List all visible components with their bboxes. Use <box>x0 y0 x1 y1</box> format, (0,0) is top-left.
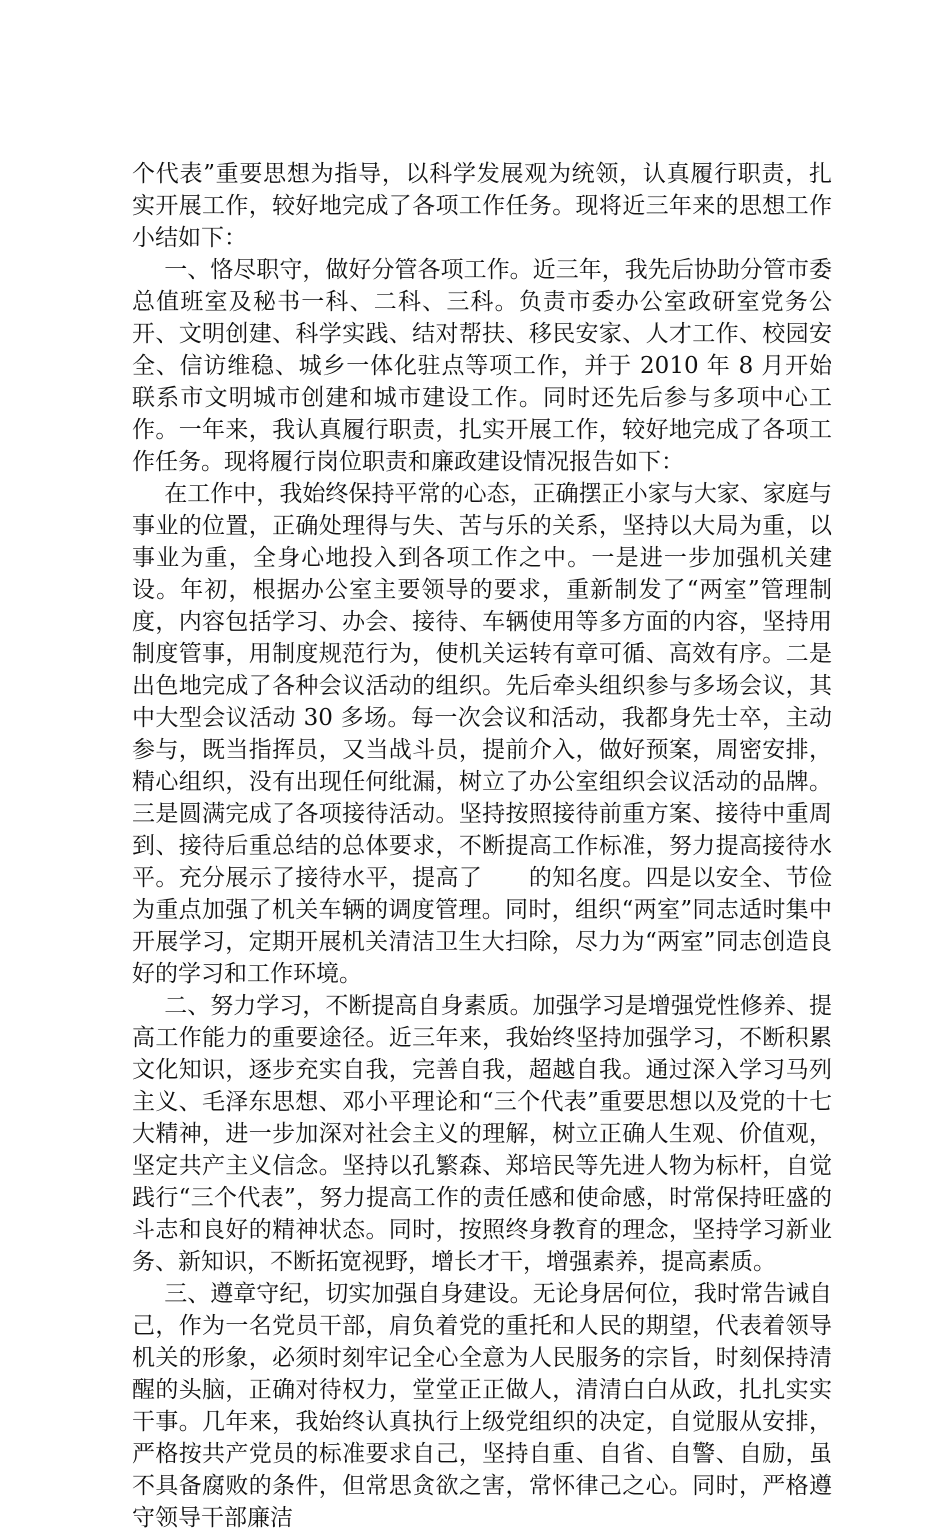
paragraph-section-one: 一、恪尽职守，做好分管各项工作。近三年，我先后协助分管市委总值班室及秘书一科、二科、三科。负责市委办公室政研室党务公开、文明创建、科学实践、结对帮扶、移民安家、人才工作、校园安全、信访维稳、城乡一体化驻点等项工作，并于 2010 年 8 月开始联系市文明城市创建和城市建设工作。同时还先后参与多项中心工作。一年来，我认真履行职责，扎实开展工作，较好地完成了各项工作任务。现将履行岗位职责和廉政建设情况报告如下： <box>132 257 832 475</box>
paragraph-section-three: 三、遵章守纪，切实加强自身建设。无论身居何位，我时常告诫自己，作为一名党员干部，肩负着党的重托和人民的期望，代表着领导机关的形象，必须时刻牢记全心全意为人民服务的宗旨，时刻保持清醒的头脑，正确对待权力，堂堂正正做人，清清白白从政，扎扎实实干事。几年来，我始终认真执行上级党组织的决定，自觉服从安排，严格按共产党员的标准要求自己，坚持自重、自省、自警、自励，虽不具备腐败的条件，但常思贪欲之害，常怀律己之心。同时，严格遵守领导干部廉洁 <box>132 1281 832 1531</box>
paragraph-section-two: 二、努力学习，不断提高自身素质。加强学习是增强党性修养、提高工作能力的重要途径。近三年来，我始终坚持加强学习，不断积累文化知识，逐步充实自我，完善自我，超越自我。通过深入学习马列主义、毛泽东思想、邓小平理论和“三个代表”重要思想以及党的十七大精神，进一步加深对社会主义的理解，树立正确人生观、价值观，坚定共产主义信念。坚持以孔繁森、郑培民等先进人物为标杆，自觉践行“三个代表”，努力提高工作的责任感和使命感，时常保持旺盛的斗志和良好的精神状态。同时，按照终身教育的理念，坚持学习新业务、新知识，不断拓宽视野，增长才干，增强素养，提高素质。 <box>132 993 832 1275</box>
paragraph-intro: 个代表”重要思想为指导，以科学发展观为统领，认真履行职责，扎实开展工作，较好地完成了各项工作任务。现将近三年来的思想工作小结如下： <box>132 161 832 251</box>
document-body <box>132 158 832 1534</box>
paragraph-work-details: 在工作中，我始终保持平常的心态，正确摆正小家与大家、家庭与事业的位置，正确处理得与失、苦与乐的关系，坚持以大局为重，以事业为重，全身心地投入到各项工作之中。一是进一步加强机关建设。年初，根据办公室主要领导的要求，重新制发了“两室”管理制度，内容包括学习、办会、接待、车辆使用等多方面的内容，坚持用制度管事，用制度规范行为，使机关运转有章可循、高效有序。二是出色地完成了各种会议活动的组织。先后牵头组织参与多场会议，其中大型会议活动 30 多场。每一次会议和活动，我都身先士卒，主动参与，既当指挥员，又当战斗员，提前介入，做好预案，周密安排，精心组织，没有出现任何纰漏，树立了办公室组织会议活动的品牌。三是圆满完成了各项接待活动。坚持按照接待前重方案、接待中重周到、接待后重总结的总体要求，不断提高工作标准，努力提高接待水平。充分展示了接待水平，提高了 的知名度。四是以安全、节俭为重点加强了机关车辆的调度管理。同时，组织“两室”同志适时集中开展学习，定期开展机关清洁卫生大扫除，尽力为“两室”同志创造良好的学习和工作环境。 <box>132 481 832 987</box>
